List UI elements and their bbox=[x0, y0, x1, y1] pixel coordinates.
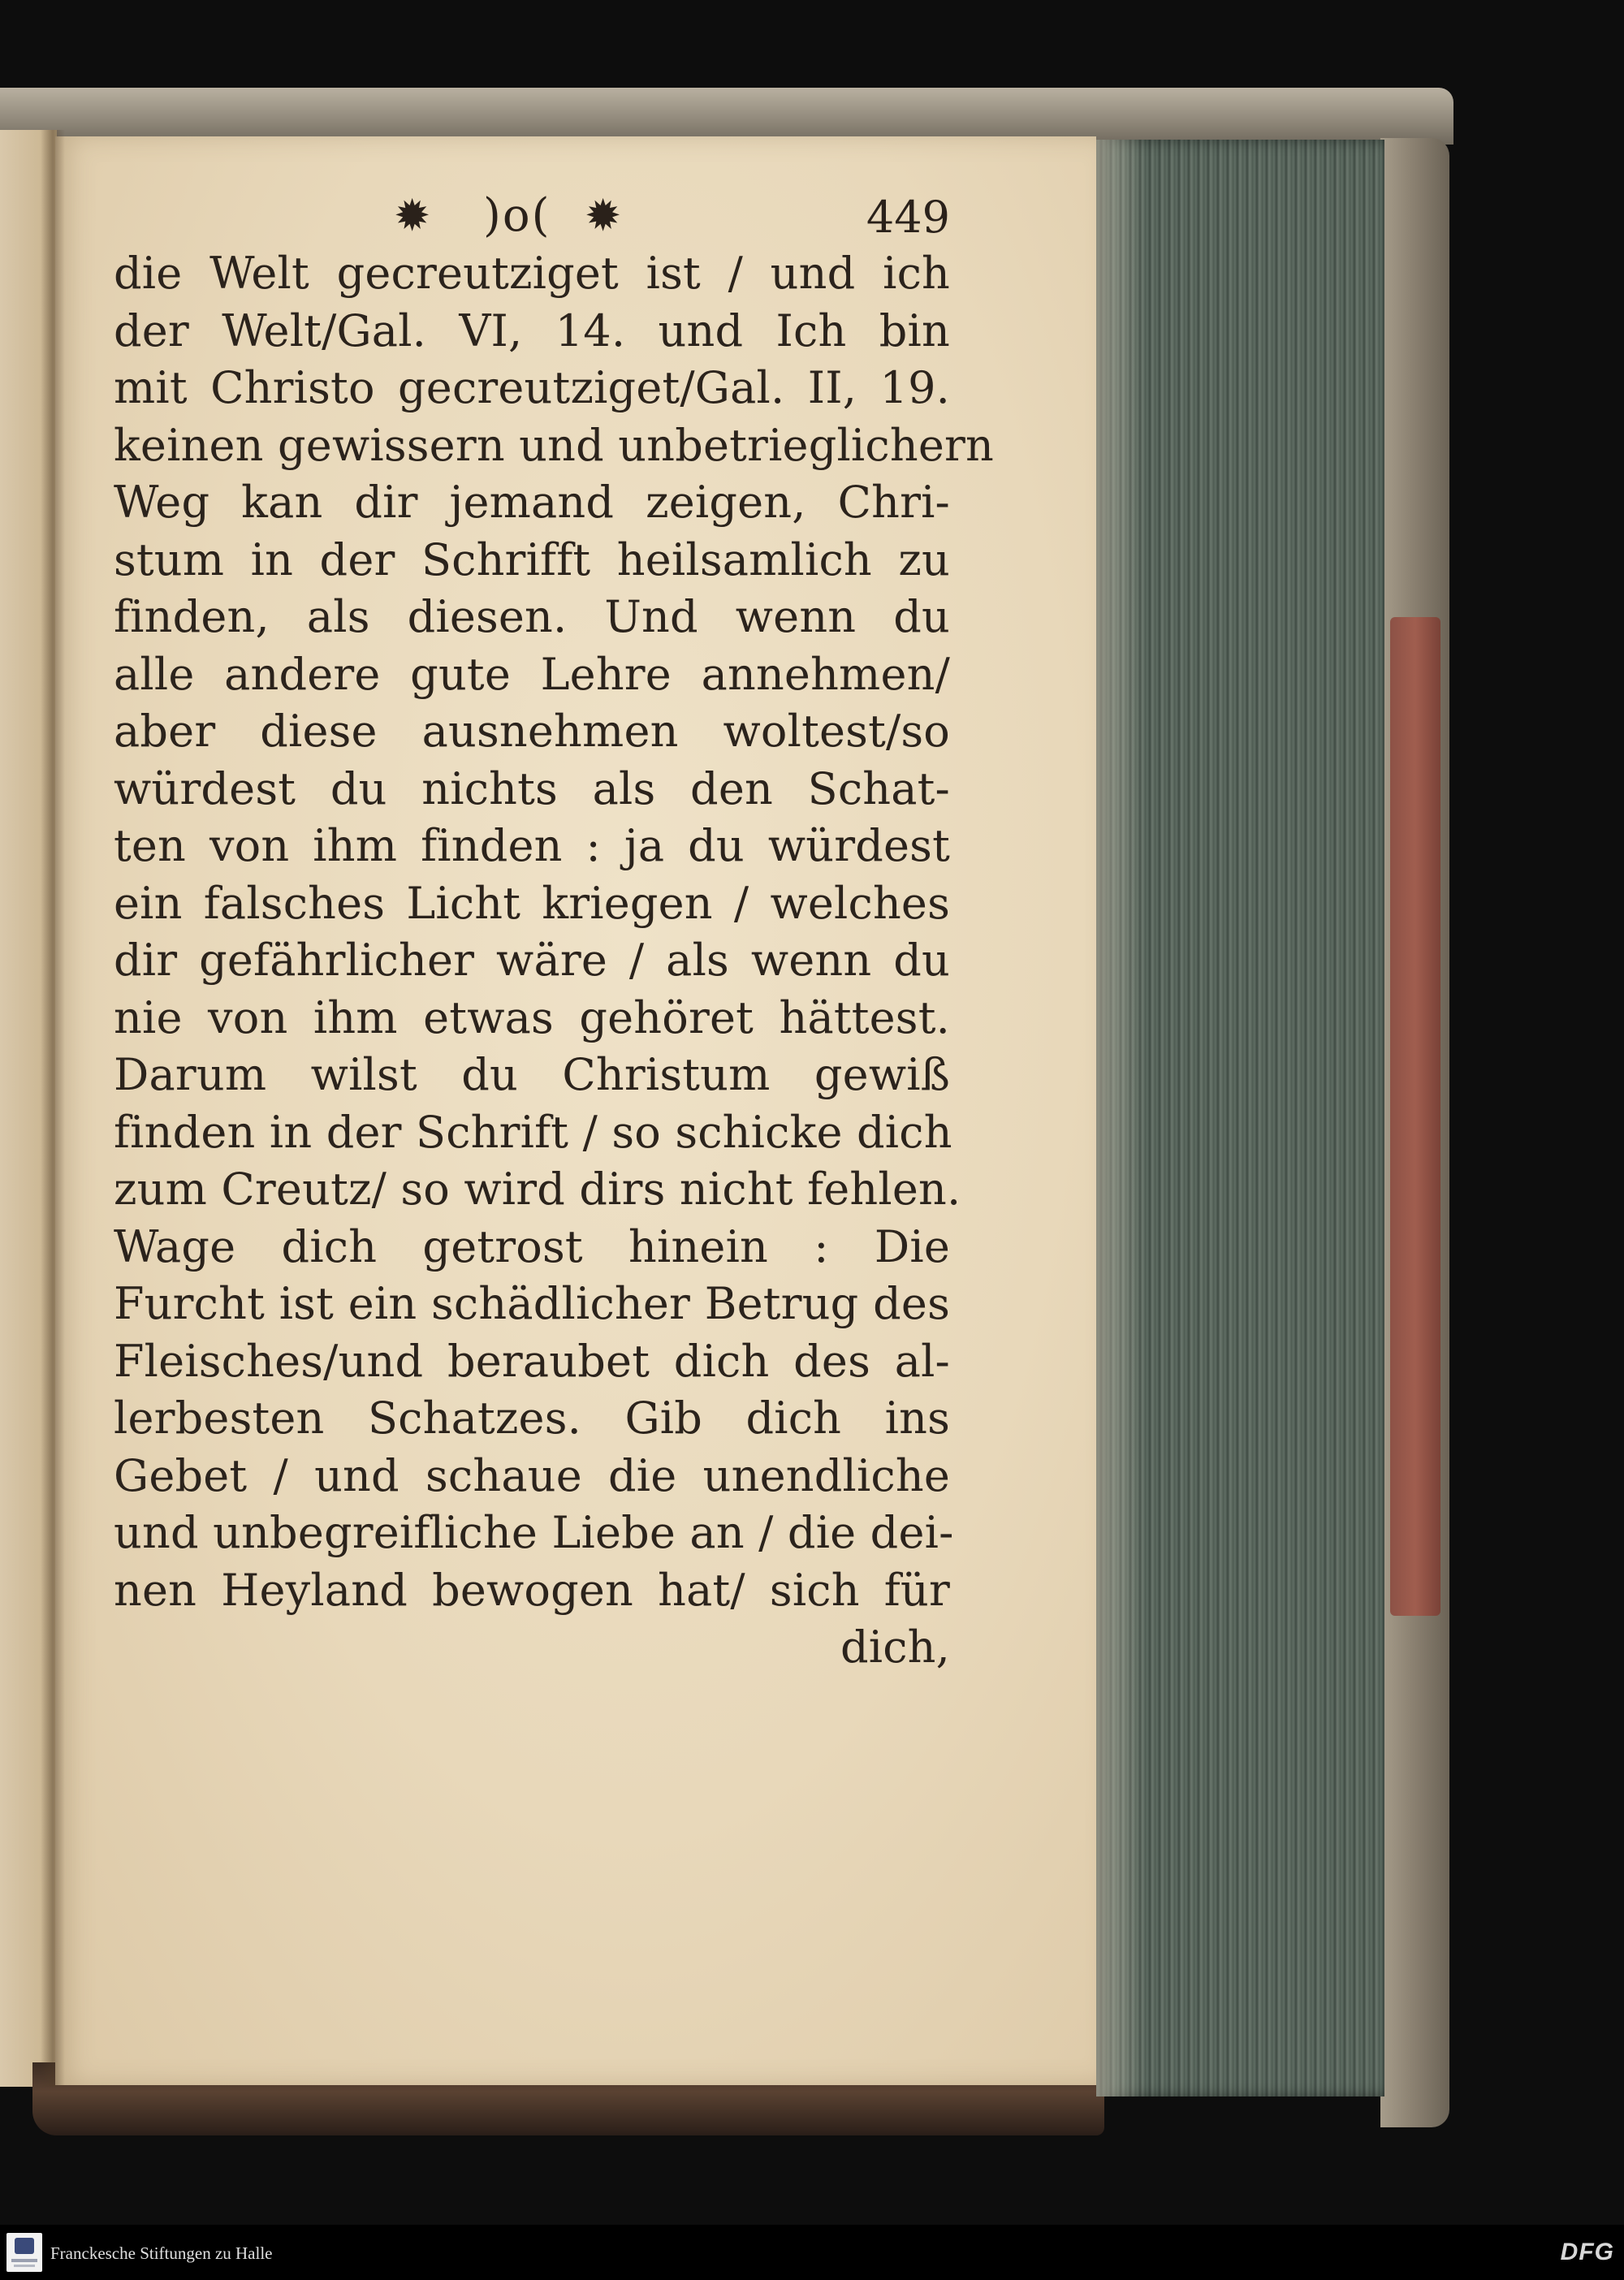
text-line: keinen gewissern und unbetrieglichern bbox=[114, 419, 994, 471]
text-line: finden, als diesen. Und wenn du bbox=[114, 591, 950, 642]
text-line: stum in der Schrifft heilsamlich zu bbox=[114, 533, 950, 585]
ornament-right-icon: ✹ bbox=[585, 190, 622, 241]
institution-logo-icon bbox=[6, 2233, 42, 2272]
text-line: Fleisches/und beraubet dich des al- bbox=[114, 1335, 950, 1387]
text-line: ten von ihm finden : ja du würdest bbox=[114, 820, 950, 871]
footer-bar bbox=[0, 2225, 1624, 2280]
text-line: nie von ihm etwas gehöret hättest. bbox=[114, 991, 950, 1043]
ornament-center: )o( bbox=[483, 189, 551, 242]
ornament-left-icon: ✹ bbox=[394, 190, 431, 241]
catchword: dich, bbox=[840, 1621, 950, 1673]
gutter-shadow bbox=[41, 130, 65, 2087]
fore-edge-highlight bbox=[1096, 140, 1145, 2096]
text-line: alle andere gute Lehre annehmen/ bbox=[114, 648, 950, 700]
text-line: dir gefährlicher wäre / als wenn du bbox=[114, 935, 950, 986]
institution-name: Franckesche Stiftungen zu Halle bbox=[50, 2243, 273, 2263]
text-line: Wage dich getrost hinein : Die bbox=[114, 1220, 950, 1272]
text-line: Darum wilst du Christum gewiß bbox=[114, 1049, 950, 1100]
text-line: die Welt gecreutziget ist / und ich bbox=[114, 248, 950, 299]
text-line: Furcht ist ein schädlicher Betrug des bbox=[114, 1278, 950, 1329]
text-line: Gebet / und schaue die unendliche bbox=[114, 1449, 950, 1501]
text-line: ein falsches Licht kriegen / welches bbox=[114, 877, 950, 929]
page-number: 449 bbox=[866, 192, 950, 243]
text-line: finden in der Schrift / so schicke dich bbox=[114, 1106, 952, 1158]
text-line: der Welt/Gal. VI, 14. und Ich bin bbox=[114, 304, 950, 356]
running-header bbox=[114, 188, 950, 245]
text-line: und unbegreifliche Liebe an / die dei- bbox=[114, 1507, 954, 1558]
text-line: zum Creutz/ so wird dirs nicht fehlen. bbox=[114, 1164, 961, 1215]
text-line: aber diese ausnehmen woltest/so bbox=[114, 706, 950, 757]
text-line: mit Christo gecreutziget/Gal. II, 19. bbox=[114, 362, 950, 413]
text-line: Weg kan dir jemand zeigen, Chri- bbox=[114, 477, 950, 528]
dfg-logo: DFG bbox=[1560, 2239, 1614, 2265]
text-line: nen Heyland bewogen hat/ sich für bbox=[114, 1564, 950, 1616]
text-line: lerbesten Schatzes. Gib dich ins bbox=[114, 1393, 950, 1444]
red-binding-strip bbox=[1390, 617, 1440, 1616]
page-text-block bbox=[114, 188, 994, 1677]
text-line: würdest du nichts als den Schat- bbox=[114, 762, 950, 814]
